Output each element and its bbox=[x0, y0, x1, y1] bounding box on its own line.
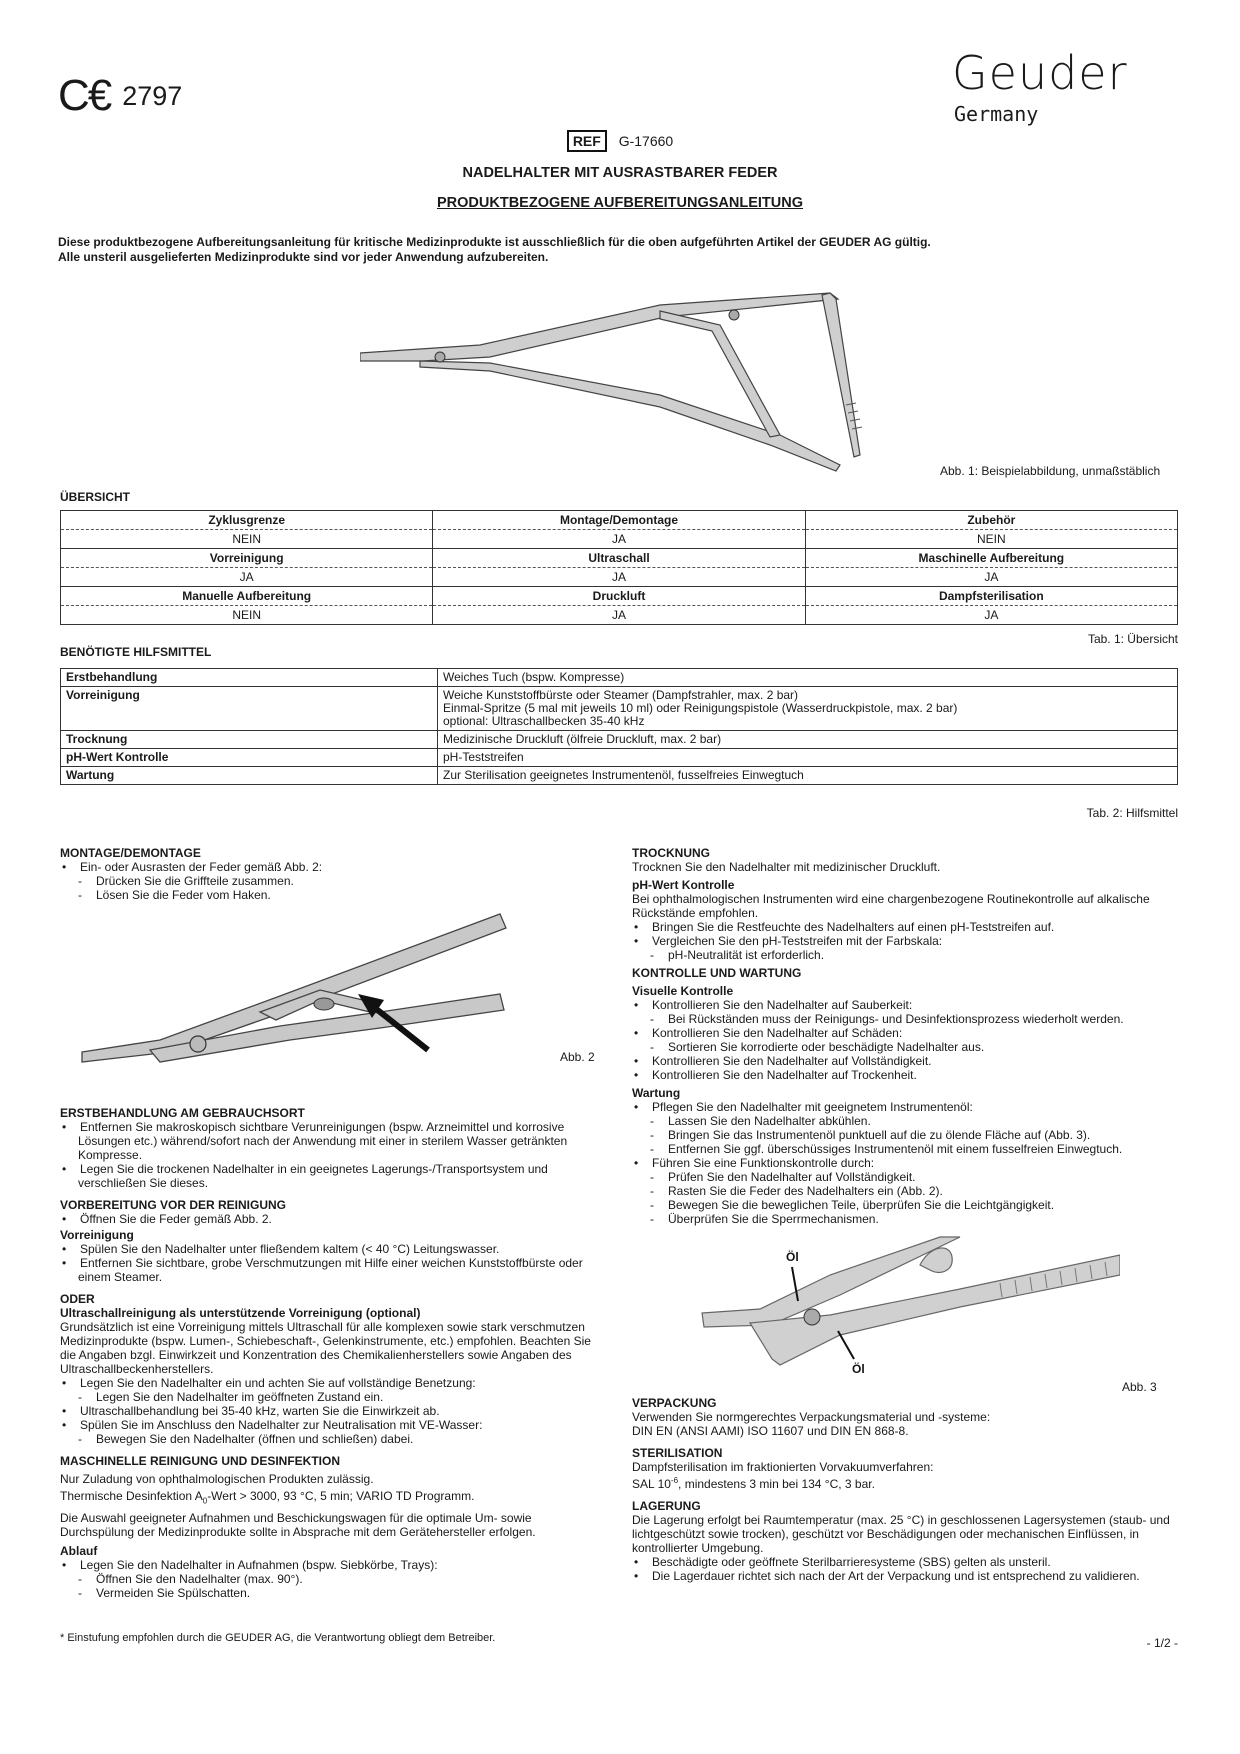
overview-label: Maschinelle Aufbereitung bbox=[805, 549, 1177, 568]
list-item: • Kontrollieren Sie den Nadelhalter auf Vollständigkeit. bbox=[632, 1054, 1178, 1068]
overview-value: NEIN bbox=[61, 606, 433, 625]
ref-label: REF bbox=[567, 130, 607, 152]
list-item: • Legen Sie den Nadelhalter in Aufnahmen (bspw. Siebkörbe, Trays): bbox=[60, 1558, 600, 1572]
list-item: - Prüfen Sie den Nadelhalter auf Vollständigkeit. bbox=[632, 1170, 1178, 1184]
overview-value: JA bbox=[61, 568, 433, 587]
list-item: • Entfernen Sie makroskopisch sichtbare Verunreinigungen (bspw. Arzneimittel und korrosive Lösungen etc.) während/sofort nach der Anwendung mit einer in sterilem Wasser getränkten Kompresse. bbox=[60, 1120, 600, 1162]
tools-line: optional: Ultraschallbecken 35-40 kHz bbox=[443, 714, 645, 728]
list-item: - Bewegen Sie die beweglichen Teile, überprüfen Sie die Leichtgängigkeit. bbox=[632, 1198, 1178, 1212]
paragraph bbox=[632, 1474, 1178, 1491]
list-item: • Legen Sie die trockenen Nadelhalter in ein geeignetes Lagerungs-/Transportsystem und verschließen Sie dieses. bbox=[60, 1162, 600, 1190]
overview-value: JA bbox=[805, 568, 1177, 587]
tools-line: Einmal-Spritze (5 mal mit jeweils 10 ml) oder Reinigungspistole (Wasserdruckpistole, max. 2 bar) bbox=[443, 701, 958, 715]
list-item: • Die Lagerdauer richtet sich nach der Art der Verpackung und ist entsprechend zu validieren. bbox=[632, 1569, 1178, 1583]
text-sub: 0 bbox=[202, 1496, 208, 1506]
section-heading: ERSTBEHANDLUNG AM GEBRAUCHSORT bbox=[60, 1106, 305, 1120]
subheading: Ultraschallreinigung als unterstützende Vorreinigung (optional) bbox=[60, 1306, 421, 1320]
document-subtitle: PRODUKTBEZOGENE AUFBEREITUNGSANLEITUNG bbox=[437, 195, 803, 211]
text-part: Thermische Desinfektion A bbox=[60, 1489, 203, 1503]
overview-table bbox=[60, 510, 1178, 625]
tools-line: Weiche Kunststoffbürste oder Steamer (Dampfstrahler, max. 2 bar) bbox=[443, 688, 799, 702]
section-heading: TROCKNUNG bbox=[632, 846, 710, 860]
needle-holder-figure-1 bbox=[360, 285, 880, 485]
subheading: Visuelle Kontrolle bbox=[632, 984, 734, 998]
figure-1-caption: Abb. 1: Beispielabbildung, unmaßstäblich bbox=[940, 464, 1161, 478]
overview-value: JA bbox=[433, 530, 805, 549]
intro-line: Alle unsteril ausgelieferten Medizinprodukte sind vor jeder Anwendung aufzubereiten. bbox=[58, 250, 549, 264]
paragraph: Die Lagerung erfolgt bei Raumtemperatur (max. 25 °C) in geschlossenen Lagersystemen (staub- und lichtgeschützt sowie trocken), geschützt vor Beschädigungen oder mechanischen Einflüssen, in kontrollierter Umgebung. bbox=[632, 1513, 1170, 1555]
list-item: - Rasten Sie die Feder des Nadelhalters ein (Abb. 2). bbox=[632, 1184, 1178, 1198]
needle-holder-figure-3 bbox=[700, 1235, 1120, 1395]
oil-label: Öl bbox=[786, 1250, 799, 1264]
figure-2-caption: Abb. 2 bbox=[560, 1050, 595, 1064]
paragraph: DIN EN (ANSI AAMI) ISO 11607 und DIN EN 868-8. bbox=[632, 1424, 909, 1438]
section-heading: MONTAGE/DEMONTAGE bbox=[60, 846, 201, 860]
list-item: • Kontrollieren Sie den Nadelhalter auf Schäden: bbox=[632, 1026, 1178, 1040]
list-item: • Spülen Sie den Nadelhalter unter fließendem kaltem (< 40 °C) Leitungswasser. bbox=[60, 1242, 600, 1256]
subheading: Wartung bbox=[632, 1086, 681, 1100]
list-item: • Kontrollieren Sie den Nadelhalter auf Sauberkeit: bbox=[632, 998, 1178, 1012]
section-heading: VORBEREITUNG VOR DER REINIGUNG bbox=[60, 1198, 287, 1212]
tools-key: Trocknung bbox=[61, 731, 438, 749]
intro-text bbox=[58, 235, 1178, 265]
section-heading: STERILISATION bbox=[632, 1446, 723, 1460]
tools-value: Zur Sterilisation geeignetes Instrumentenöl, fusselfreies Einwegtuch bbox=[438, 767, 1178, 785]
overview-label: Dampfsterilisation bbox=[805, 587, 1177, 606]
tools-value: pH-Teststreifen bbox=[438, 749, 1178, 767]
figure-3-caption: Abb. 3 bbox=[1122, 1380, 1157, 1394]
list-item: - Legen Sie den Nadelhalter im geöffneten Zustand ein. bbox=[60, 1390, 600, 1404]
paragraph: Nur Zuladung von ophthalmologischen Produkten zulässig. bbox=[60, 1472, 374, 1486]
list-item: - Drücken Sie die Griffteile zusammen. bbox=[60, 874, 600, 888]
notified-body-number: 2797 bbox=[122, 80, 183, 111]
list-item: • Legen Sie den Nadelhalter ein und achten Sie auf vollständige Benetzung: bbox=[60, 1376, 600, 1390]
logo-sub: Germany bbox=[954, 102, 1039, 126]
tools-value: Weiches Tuch (bspw. Kompresse) bbox=[438, 669, 1178, 687]
tools-heading: BENÖTIGTE HILFSMITTEL bbox=[60, 645, 212, 659]
section-heading: MASCHINELLE REINIGUNG UND DESINFEKTION bbox=[60, 1454, 341, 1468]
list-item: • Ultraschallbehandlung bei 35-40 kHz, warten Sie die Einwirkzeit ab. bbox=[60, 1404, 600, 1418]
tools-key: Erstbehandlung bbox=[61, 669, 438, 687]
geuder-logo bbox=[952, 46, 1182, 126]
ref-line bbox=[0, 130, 1240, 152]
list-item: - Vermeiden Sie Spülschatten. bbox=[60, 1586, 600, 1600]
list-item: - Bei Rückständen muss der Reinigungs- und Desinfektionsprozess wiederholt werden. bbox=[632, 1012, 1178, 1026]
ce-logo-icon: C€ bbox=[58, 71, 111, 120]
paragraph: Dampfsterilisation im fraktionierten Vorvakuumverfahren: bbox=[632, 1460, 934, 1474]
list-item: • Öffnen Sie die Feder gemäß Abb. 2. bbox=[60, 1212, 600, 1226]
section-heading: LAGERUNG bbox=[632, 1499, 701, 1513]
section-heading: ODER bbox=[60, 1292, 95, 1306]
section-heading: VERPACKUNG bbox=[632, 1396, 717, 1410]
overview-label: Vorreinigung bbox=[61, 549, 433, 568]
overview-value: JA bbox=[433, 568, 805, 587]
list-item: - Entfernen Sie ggf. überschüssiges Instrumentenöl mit einem fusselfreien Einwegtuch. bbox=[632, 1142, 1178, 1156]
paragraph: Die Auswahl geeigneter Aufnahmen und Beschickungswagen für die optimale Um- sowie Durchspülung der Medizinprodukte sollte in Absprache mit dem Gerätehersteller erfolgen. bbox=[60, 1511, 536, 1540]
overview-label: Zyklusgrenze bbox=[61, 511, 433, 530]
footnote: * Einstufung empfohlen durch die GEUDER AG, die Verantwortung obliegt dem Betreiber. bbox=[60, 1632, 496, 1644]
list-item: • Bringen Sie die Restfeuchte des Nadelhalters auf einen pH-Teststreifen auf. bbox=[632, 920, 1178, 934]
text-part: SAL 10 bbox=[632, 1477, 671, 1491]
ce-mark bbox=[58, 71, 183, 120]
subheading: Ablauf bbox=[60, 1544, 98, 1559]
list-item: - Lassen Sie den Nadelhalter abkühlen. bbox=[632, 1114, 1178, 1128]
text-part: , mindestens 3 min bei 134 °C, 3 bar. bbox=[678, 1477, 875, 1491]
overview-label: Zubehör bbox=[805, 511, 1177, 530]
tools-value: Medizinische Druckluft (ölfreie Druckluft, max. 2 bar) bbox=[438, 731, 1178, 749]
overview-value: JA bbox=[433, 606, 805, 625]
list-item: • Beschädigte oder geöffnete Sterilbarrieresysteme (SBS) gelten als unsteril. bbox=[632, 1555, 1178, 1569]
list-item: • Pflegen Sie den Nadelhalter mit geeignetem Instrumentenöl: bbox=[632, 1100, 1178, 1114]
list-item: - Lösen Sie die Feder vom Haken. bbox=[60, 888, 600, 902]
list-item: • Entfernen Sie sichtbare, grobe Verschmutzungen mit Hilfe einer weichen Kunststoffbürste oder einem Steamer. bbox=[60, 1256, 600, 1284]
tools-value bbox=[438, 687, 1178, 731]
list-item: - Sortieren Sie korrodierte oder beschädigte Nadelhalter aus. bbox=[632, 1040, 1178, 1054]
tools-table bbox=[60, 668, 1178, 785]
section-heading: KONTROLLE UND WARTUNG bbox=[632, 966, 802, 980]
list-item: • Vergleichen Sie den pH-Teststreifen mit der Farbskala: bbox=[632, 934, 1178, 948]
overview-heading: ÜBERSICHT bbox=[60, 490, 131, 504]
table-1-caption: Tab. 1: Übersicht bbox=[1087, 632, 1178, 646]
document-title: NADELHALTER MIT AUSRASTBARER FEDER bbox=[462, 165, 778, 181]
subheading: pH-Wert Kontrolle bbox=[632, 878, 735, 892]
paragraph: Verwenden Sie normgerechtes Verpackungsmaterial und -systeme: bbox=[632, 1410, 991, 1424]
paragraph: Trocknen Sie den Nadelhalter mit medizinischer Druckluft. bbox=[632, 860, 941, 874]
tools-key: Wartung bbox=[61, 767, 438, 785]
list-item: - pH-Neutralität ist erforderlich. bbox=[632, 948, 1178, 962]
logo-name: Geuder bbox=[952, 46, 1128, 100]
tools-key: pH-Wert Kontrolle bbox=[61, 749, 438, 767]
list-item: • Spülen Sie im Anschluss den Nadelhalter zur Neutralisation mit VE-Wasser: bbox=[60, 1418, 600, 1432]
oil-label: Öl bbox=[852, 1362, 865, 1376]
list-item: - Überprüfen Sie die Sperrmechanismen. bbox=[632, 1212, 1178, 1226]
list-item: - Bewegen Sie den Nadelhalter (öffnen und schließen) dabei. bbox=[60, 1432, 600, 1446]
right-column bbox=[632, 838, 1178, 1583]
overview-value: NEIN bbox=[61, 530, 433, 549]
paragraph: Grundsätzlich ist eine Vorreinigung mittels Ultraschall für alle komplexen sowie stark verschmutzen Medizinprodukte (bspw. Lumen-, Schiebeschaft-, Gelenkinstrumente, etc.) empfohlen. Beachten Sie die Angaben bzgl. Einwirkzeit und Konzentration des Chemikalienherstellers sowie Angaben des Ultraschallbeckenherstellers. bbox=[60, 1320, 591, 1376]
list-item: • Führen Sie eine Funktionskontrolle durch: bbox=[632, 1156, 1178, 1170]
intro-line: Diese produktbezogene Aufbereitungsanleitung für kritische Medizinprodukte ist ausschließlich für die oben aufgeführten Artikel der GEUDER AG gültig. bbox=[58, 235, 931, 249]
text-sup: -6 bbox=[670, 1476, 679, 1485]
overview-label: Manuelle Aufbereitung bbox=[61, 587, 433, 606]
needle-holder-figure-2 bbox=[80, 900, 560, 1070]
list-item: • Ein- oder Ausrasten der Feder gemäß Abb. 2: bbox=[60, 860, 600, 874]
paragraph: Bei ophthalmologischen Instrumenten wird eine chargenbezogene Routinekontrolle auf alkalische Rückstände empfohlen. bbox=[632, 892, 1150, 920]
table-2-caption: Tab. 2: Hilfsmittel bbox=[1086, 806, 1178, 820]
subheading: Vorreinigung bbox=[60, 1228, 134, 1242]
overview-label: Ultraschall bbox=[433, 549, 805, 568]
list-item: - Bringen Sie das Instrumentenöl punktuell auf die zu ölende Fläche auf (Abb. 3). bbox=[632, 1128, 1178, 1142]
overview-value: JA bbox=[805, 606, 1177, 625]
overview-label: Druckluft bbox=[433, 587, 805, 606]
tools-key: Vorreinigung bbox=[61, 687, 438, 731]
ref-value: G-17660 bbox=[618, 133, 674, 149]
text-part: -Wert > 3000, 93 °C, 5 min; VARIO TD Programm. bbox=[207, 1489, 475, 1503]
list-item: • Kontrollieren Sie den Nadelhalter auf Trockenheit. bbox=[632, 1068, 1178, 1082]
paragraph bbox=[60, 1489, 600, 1508]
page-number: - 1/2 - bbox=[1146, 1636, 1178, 1650]
overview-value: NEIN bbox=[805, 530, 1177, 549]
list-item: - Öffnen Sie den Nadelhalter (max. 90°). bbox=[60, 1572, 600, 1586]
overview-label: Montage/Demontage bbox=[433, 511, 805, 530]
